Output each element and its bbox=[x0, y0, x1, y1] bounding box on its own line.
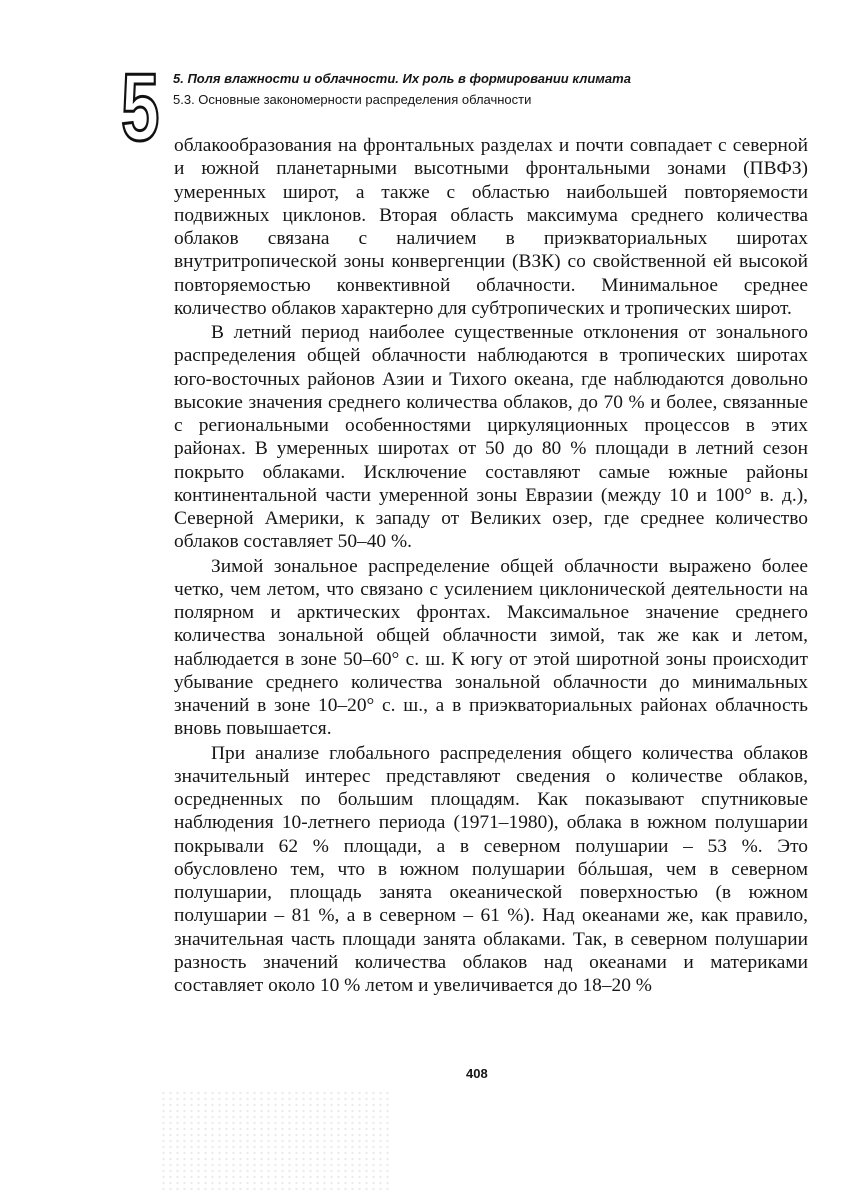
paragraph: При анализе глобального распределения общего количества облаков значительный интерес представляют сведения о количестве облаков, осредненных по большим площадям. Как показывают спутниковые наблюдения 10-летнего периода (1971–1980), облака в южном полушарии покрывали 62 % площади, а в северном полушарии – 53 %. Это обусловлено тем, что в южном полушарии бóльшая, чем в северном полушарии, площадь занята океанической поверхностью (в южном полушарии – 81 %, а в северном – 61 %). Над океанами же, как правило, значительная часть площади занята облаками. Так, в северном полушарии разность значений количества облаков над океанами и материками составляет около 10 % летом и увеличивается до 18–20 % bbox=[174, 742, 808, 996]
chapter-number: 5 bbox=[121, 54, 160, 161]
paragraph: В летний период наиболее существенные отклонения от зонального распределения общей облачности наблюдаются в тропических широтах юго-восточных районов Азии и Тихого океана, где наблюдаются довольно высокие значения среднего количества облаков, до 70 % и более, связанные с региональными особенностями циркуляционных процессов в этих районах. В умеренных широтах от 50 до 80 % площади в летний сезон покрыто облаками. Исключение составляют самые южные районы континентальной части умеренной зоны Евразии (между 10 и 100° в. д.), Северной Америки, к западу от Великих озер, где среднее количество облаков составляет 50–40 %. bbox=[174, 322, 808, 553]
chapter-title: 5. Поля влажности и облачности. Их роль в формировании климата bbox=[173, 71, 631, 86]
body-text bbox=[174, 134, 808, 997]
paragraph: Зимой зональное распределение общей облачности выражено более четко, чем летом, что связано с усилением циклонической деятельности на полярном и арктических фронтах. Максимальное значение среднего количества зональной общей облачности зимой, так же как и летом, наблюдается в зоне 50–60° с. ш. К югу от этой широтной зоны происходит убывание среднего количества зональной облачности до минимальных значений в зоне 10–20° с. ш., а в приэкваториальных районах облачность вновь повышается. bbox=[174, 555, 808, 740]
paragraph: облакообразования на фронтальных разделах и почти совпадает с северной и южной планетарными высотными фронтальными зонами (ПВФЗ) умеренных широт, а также с областью наибольшей повторяемости подвижных циклонов. Вторая область максимума среднего количества облаков связана с наличием в приэкваториальных широтах внутритропической зоны конвергенции (ВЗК) со свойственной ей высокой повторяемостью конвективной облачности. Минимальное среднее количество облаков характерно для субтропических и тропических широт. bbox=[174, 135, 808, 319]
section-title: 5.3. Основные закономерности распределения облачности bbox=[173, 92, 532, 107]
scan-noise bbox=[160, 1090, 390, 1190]
running-head bbox=[173, 68, 631, 110]
page-number: 408 bbox=[466, 1066, 488, 1081]
